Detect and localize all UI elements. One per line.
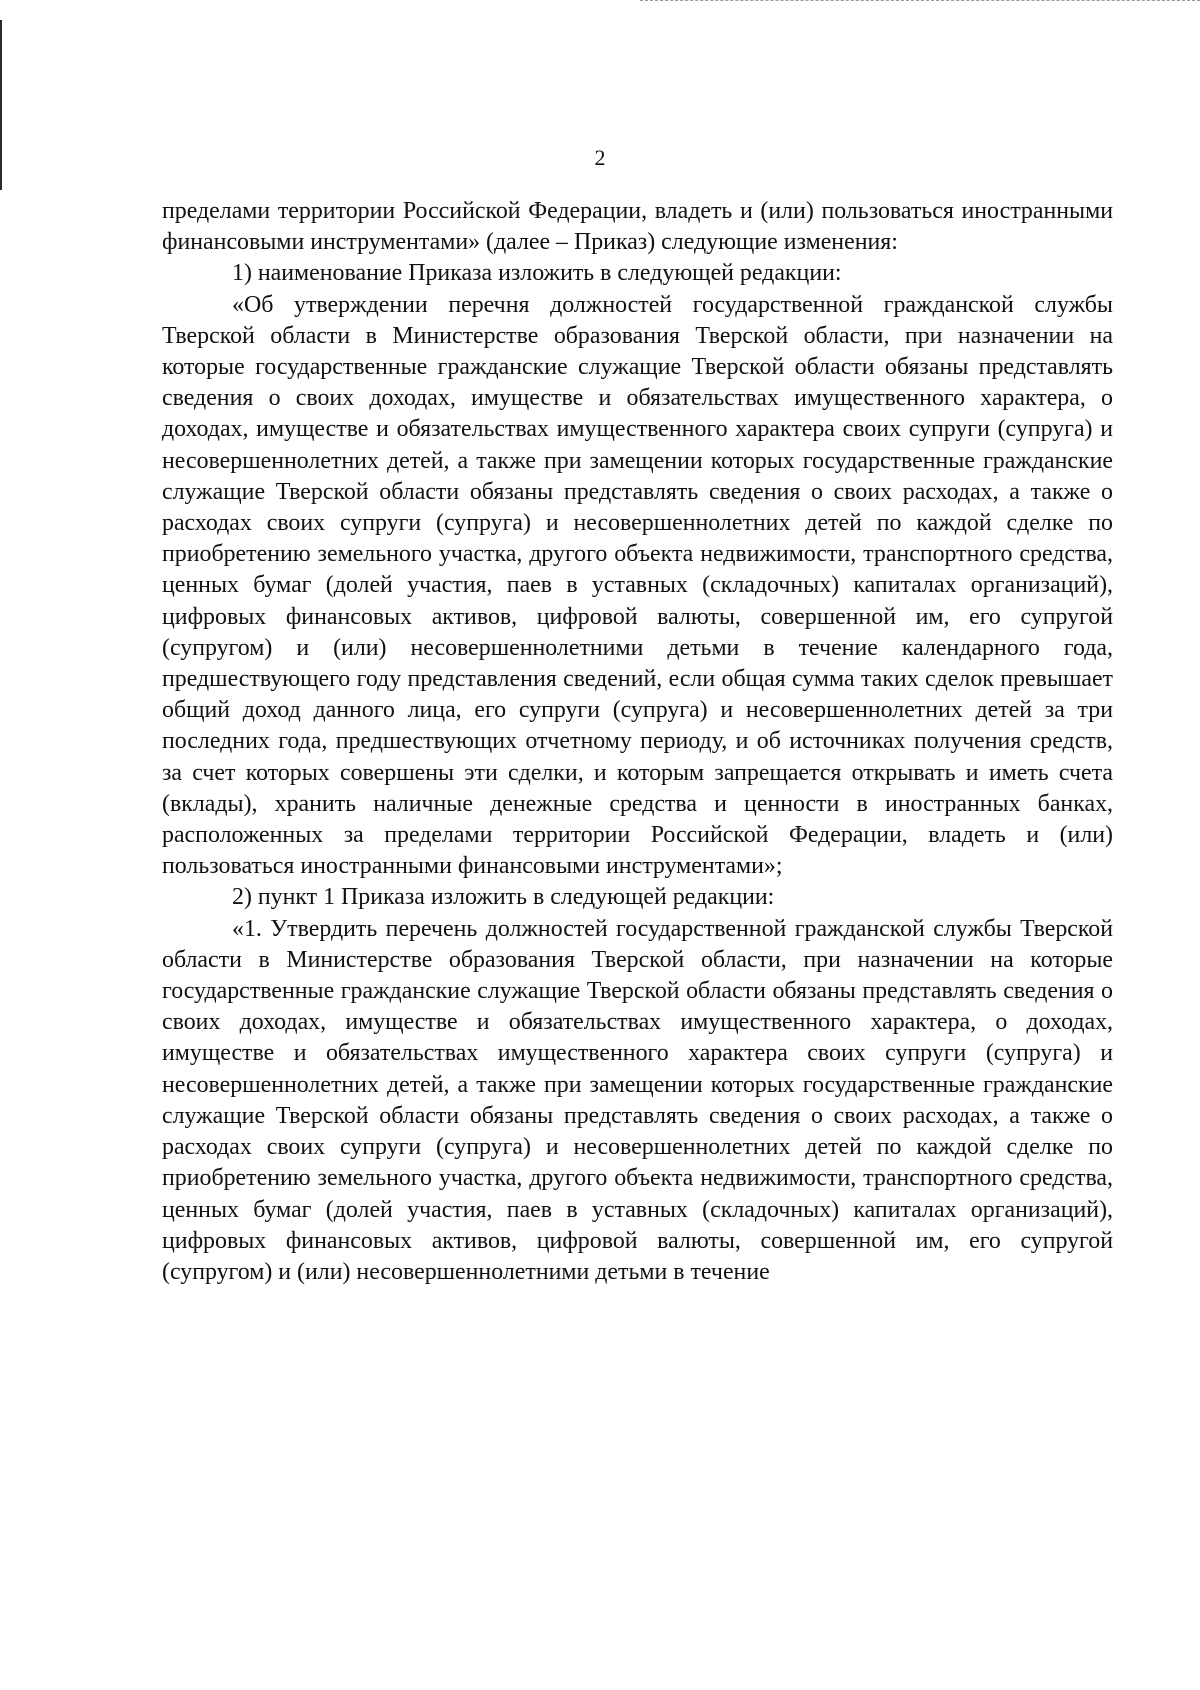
paragraph-new-point-1: «1. Утвердить перечень должностей государственной гражданской службы Тверской области в Министерстве образования Тверской области, при назначении на которые государственные гражданские служащие Тверской области обязаны представлять сведения о своих доходах, имуществе и обязательствах имущественного характера, о доходах, имуществе и обязательствах имущественного характера своих супруги (супруга) и несовершеннолетних детей, а также при замещении которых государственные гражданские служащие Тверской области обязаны представлять сведения о своих расходах, а также о расходах своих супруги (супруга) и несовершеннолетних детей по каждой сделке по приобретению земельного участка, другого объекта недвижимости, транспортного средства, ценных бумаг (долей участия, паев в уставных (складочных) капиталах организаций), цифровых финансовых активов, цифровой валюты, совершенной им, его супругой (супругом) и (или) несовершеннолетними детьми в течение — [162, 915, 1113, 1285]
paragraph-item-2: 2) пункт 1 Приказа изложить в следующей редакции: — [232, 884, 775, 911]
document-body — [162, 196, 1113, 1288]
paragraph-new-title: «Об утверждении перечня должностей государственной гражданской службы Тверской области в Министерстве образования Тверской области, при назначении на которые государственные гражданские служащие Тверской области обязаны представлять сведения о своих доходах, имуществе и обязательствах имущественного характера, о доходах, имуществе и обязательствах имущественного характера своих супруги (супруга) и несовершеннолетних детей, а также при замещении которых государственные гражданские служащие Тверской области обязаны представлять сведения о своих расходах, а также о расходах своих супруги (супруга) и несовершеннолетних детей по каждой сделке по приобретению земельного участка, другого объекта недвижимости, транспортного средства, ценных бумаг (долей участия, паев в уставных (складочных) капиталах организаций), цифровых финансовых активов, цифровой валюты, совершенной им, его супругой (супругом) и (или) несовершеннолетними детьми в течение календарного года, предшествующего году представления сведений, если общая сумма таких сделок превышает общий доход данного лица, его супруги (супруга) и несовершеннолетних детей за три последних года, предшествующих отчетному периоду, и об источниках получения средств, за счет которых совершены эти сделки, и которым запрещается открывать и иметь счета (вклады), хранить наличные денежные средства и ценности в иностранных банках, расположенных за пределами территории Российской Федерации, владеть и (или) пользоваться иностранными финансовыми инструментами»; — [162, 291, 1113, 880]
paragraph-item-1: 1) наименование Приказа изложить в следующей редакции: — [232, 260, 842, 287]
page-number: 2 — [594, 145, 606, 170]
paragraph-continuation: пределами территории Российской Федерации, владеть и (или) пользоваться иностранными финансовыми инструментами» (далее – Приказ) следующие изменения: — [162, 198, 1113, 256]
scan-edge-dashes — [640, 0, 1200, 2]
